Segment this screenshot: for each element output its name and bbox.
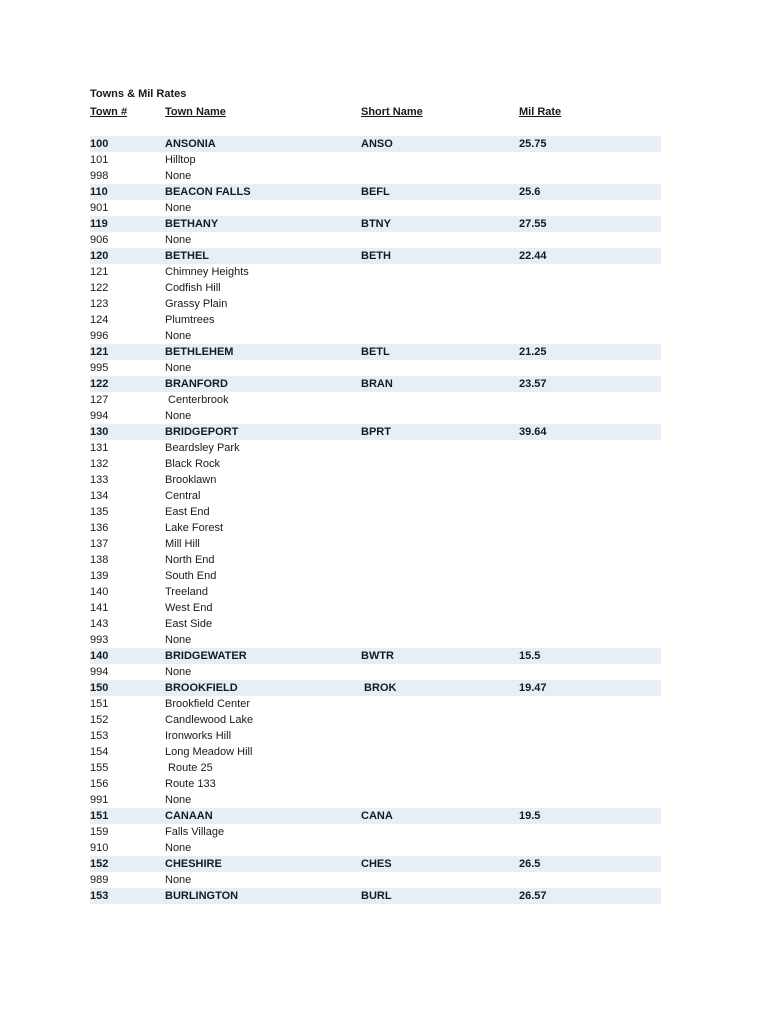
town-number-cell: 155: [90, 762, 109, 774]
mil-rate-cell: 26.57: [519, 890, 547, 902]
town-number-cell: 121: [90, 266, 109, 278]
town-name-cell: East Side: [165, 618, 213, 630]
town-number-cell: 143: [90, 618, 109, 630]
town-number-cell: 151: [90, 698, 109, 710]
subdivision-row: [90, 392, 661, 408]
short-name-cell: BTNY: [361, 218, 391, 230]
town-name-cell: Brooklawn: [165, 474, 217, 486]
subdivision-row: [90, 824, 661, 840]
town-number-cell: 140: [90, 650, 109, 662]
mil-rate-cell: 39.64: [519, 426, 547, 438]
town-number-cell: 901: [90, 202, 109, 214]
town-row: [90, 136, 661, 152]
town-number-cell: 120: [90, 250, 109, 262]
town-name-cell: East End: [165, 506, 210, 518]
subdivision-row: [90, 504, 661, 520]
town-number-cell: 153: [90, 730, 109, 742]
subdivision-row: [90, 536, 661, 552]
town-number-cell: 101: [90, 154, 109, 166]
short-name-cell: BURL: [361, 890, 392, 902]
town-name-cell: Route 25: [165, 762, 213, 774]
town-number-cell: 998: [90, 170, 109, 182]
mil-rate-cell: 19.5: [519, 810, 541, 822]
mil-rate-cell: 19.47: [519, 682, 547, 694]
subdivision-row: [90, 408, 661, 424]
subdivision-row: [90, 664, 661, 680]
short-name-cell: BPRT: [361, 426, 391, 438]
town-name-cell: None: [165, 634, 192, 646]
town-number-cell: 132: [90, 458, 109, 470]
town-table-body: [90, 136, 661, 904]
subdivision-row: [90, 232, 661, 248]
town-number-cell: 993: [90, 634, 109, 646]
town-row: [90, 216, 661, 232]
town-number-cell: 159: [90, 826, 109, 838]
short-name-cell: BRAN: [361, 378, 393, 390]
town-number-cell: 138: [90, 554, 109, 566]
town-name-cell: ANSONIA: [165, 138, 216, 150]
table-header: [90, 105, 661, 119]
town-number-cell: 122: [90, 282, 109, 294]
short-name-cell: BEFL: [361, 186, 390, 198]
town-number-cell: 152: [90, 858, 109, 870]
subdivision-row: [90, 632, 661, 648]
subdivision-row: [90, 152, 661, 168]
town-number-cell: 122: [90, 378, 109, 390]
subdivision-row: [90, 200, 661, 216]
town-number-cell: 994: [90, 410, 109, 422]
town-name-cell: Codfish Hill: [165, 282, 221, 294]
town-row: [90, 648, 661, 664]
town-name-cell: Candlewood Lake: [165, 714, 254, 726]
town-number-cell: 996: [90, 330, 109, 342]
subdivision-row: [90, 456, 661, 472]
town-number-cell: 141: [90, 602, 109, 614]
town-row: [90, 376, 661, 392]
subdivision-row: [90, 488, 661, 504]
mil-rate-cell: 23.57: [519, 378, 547, 390]
town-name-cell: Beardsley Park: [165, 442, 240, 454]
subdivision-row: [90, 872, 661, 888]
subdivision-row: [90, 472, 661, 488]
header-town-number: Town #: [90, 106, 128, 118]
subdivision-row: [90, 552, 661, 568]
mil-rate-cell: 25.6: [519, 186, 541, 198]
town-row: [90, 888, 661, 904]
short-name-cell: BETH: [361, 250, 391, 262]
subdivision-row: [90, 840, 661, 856]
town-name-cell: Hilltop: [165, 154, 196, 166]
mil-rate-cell: 15.5: [519, 650, 541, 662]
town-name-cell: Mill Hill: [165, 538, 200, 550]
town-number-cell: 150: [90, 682, 109, 694]
town-name-cell: Treeland: [165, 586, 209, 598]
subdivision-row: [90, 264, 661, 280]
short-name-cell: CANA: [361, 810, 393, 822]
town-number-cell: 100: [90, 138, 109, 150]
subdivision-row: [90, 744, 661, 760]
document-title: Towns & Mil Rates: [90, 88, 187, 100]
town-number-cell: 989: [90, 874, 109, 886]
town-name-cell: Centerbrook: [165, 394, 229, 406]
subdivision-row: [90, 328, 661, 344]
town-row: [90, 184, 661, 200]
town-number-cell: 134: [90, 490, 109, 502]
town-number-cell: 140: [90, 586, 109, 598]
town-number-cell: 110: [90, 186, 108, 198]
subdivision-row: [90, 712, 661, 728]
town-name-cell: BETHEL: [165, 250, 209, 262]
subdivision-row: [90, 280, 661, 296]
subdivision-row: [90, 728, 661, 744]
short-name-cell: CHES: [361, 858, 392, 870]
subdivision-row: [90, 296, 661, 312]
subdivision-row: [90, 760, 661, 776]
town-number-cell: 136: [90, 522, 109, 534]
town-number-cell: 151: [90, 810, 109, 822]
subdivision-row: [90, 360, 661, 376]
subdivision-row: [90, 520, 661, 536]
subdivision-row: [90, 312, 661, 328]
header-mil-rate: Mil Rate: [519, 106, 562, 118]
town-name-cell: West End: [165, 602, 213, 614]
town-number-cell: 152: [90, 714, 109, 726]
town-name-cell: None: [165, 410, 192, 422]
mil-rate-cell: 22.44: [519, 250, 547, 262]
town-number-cell: 137: [90, 538, 109, 550]
town-number-cell: 995: [90, 362, 109, 374]
town-name-cell: BRANFORD: [165, 378, 228, 390]
town-name-cell: North End: [165, 554, 215, 566]
short-name-cell: BROK: [361, 682, 397, 694]
town-row: [90, 424, 661, 440]
town-name-cell: Chimney Heights: [165, 266, 249, 278]
town-number-cell: 131: [90, 442, 109, 454]
town-name-cell: Long Meadow Hill: [165, 746, 253, 758]
town-name-cell: None: [165, 842, 192, 854]
town-row: [90, 856, 661, 872]
town-row: [90, 248, 661, 264]
town-name-cell: None: [165, 794, 192, 806]
mil-rate-cell: 25.75: [519, 138, 547, 150]
town-name-cell: Falls Village: [165, 826, 225, 838]
town-name-cell: None: [165, 170, 192, 182]
town-number-cell: 127: [90, 394, 109, 406]
town-number-cell: 123: [90, 298, 109, 310]
town-name-cell: BRIDGEWATER: [165, 650, 247, 662]
town-name-cell: BROOKFIELD: [165, 682, 238, 694]
town-name-cell: Lake Forest: [165, 522, 224, 534]
town-name-cell: Black Rock: [165, 458, 221, 470]
town-name-cell: None: [165, 666, 192, 678]
town-name-cell: None: [165, 874, 192, 886]
town-name-cell: BETHANY: [165, 218, 219, 230]
town-number-cell: 121: [90, 346, 109, 358]
town-row: [90, 808, 661, 824]
short-name-cell: BWTR: [361, 650, 394, 662]
town-number-cell: 910: [90, 842, 109, 854]
mil-rate-cell: 26.5: [519, 858, 541, 870]
town-name-cell: CANAAN: [165, 810, 213, 822]
town-number-cell: 991: [90, 794, 109, 806]
subdivision-row: [90, 168, 661, 184]
town-name-cell: BETHLEHEM: [165, 346, 234, 358]
mil-rate-cell: 27.55: [519, 218, 547, 230]
town-number-cell: 154: [90, 746, 109, 758]
subdivision-row: [90, 440, 661, 456]
town-name-cell: Grassy Plain: [165, 298, 228, 310]
town-number-cell: 124: [90, 314, 109, 326]
town-number-cell: 133: [90, 474, 109, 486]
town-number-cell: 139: [90, 570, 109, 582]
town-number-cell: 906: [90, 234, 109, 246]
town-number-cell: 130: [90, 426, 109, 438]
town-number-cell: 119: [90, 218, 108, 230]
town-number-cell: 153: [90, 890, 109, 902]
town-name-cell: BURLINGTON: [165, 890, 239, 902]
town-name-cell: BEACON FALLS: [165, 186, 251, 198]
short-name-cell: BETL: [361, 346, 390, 358]
town-name-cell: None: [165, 362, 192, 374]
town-name-cell: BRIDGEPORT: [165, 426, 239, 438]
town-name-cell: Plumtrees: [165, 314, 215, 326]
subdivision-row: [90, 600, 661, 616]
town-name-cell: Central: [165, 490, 201, 502]
town-name-cell: South End: [165, 570, 217, 582]
subdivision-row: [90, 792, 661, 808]
short-name-cell: ANSO: [361, 138, 393, 150]
town-number-cell: 156: [90, 778, 109, 790]
subdivision-row: [90, 696, 661, 712]
town-name-cell: None: [165, 330, 192, 342]
mil-rate-cell: 21.25: [519, 346, 547, 358]
town-row: [90, 344, 661, 360]
town-number-cell: 135: [90, 506, 109, 518]
town-name-cell: None: [165, 234, 192, 246]
town-name-cell: CHESHIRE: [165, 858, 222, 870]
header-short-name: Short Name: [361, 106, 423, 118]
town-row: [90, 680, 661, 696]
town-name-cell: None: [165, 202, 192, 214]
town-name-cell: Brookfield Center: [165, 698, 250, 710]
subdivision-row: [90, 584, 661, 600]
subdivision-row: [90, 568, 661, 584]
subdivision-row: [90, 616, 661, 632]
subdivision-row: [90, 776, 661, 792]
town-name-cell: Ironworks Hill: [165, 730, 232, 742]
header-town-name: Town Name: [165, 106, 226, 118]
town-name-cell: Route 133: [165, 778, 216, 790]
town-number-cell: 994: [90, 666, 109, 678]
